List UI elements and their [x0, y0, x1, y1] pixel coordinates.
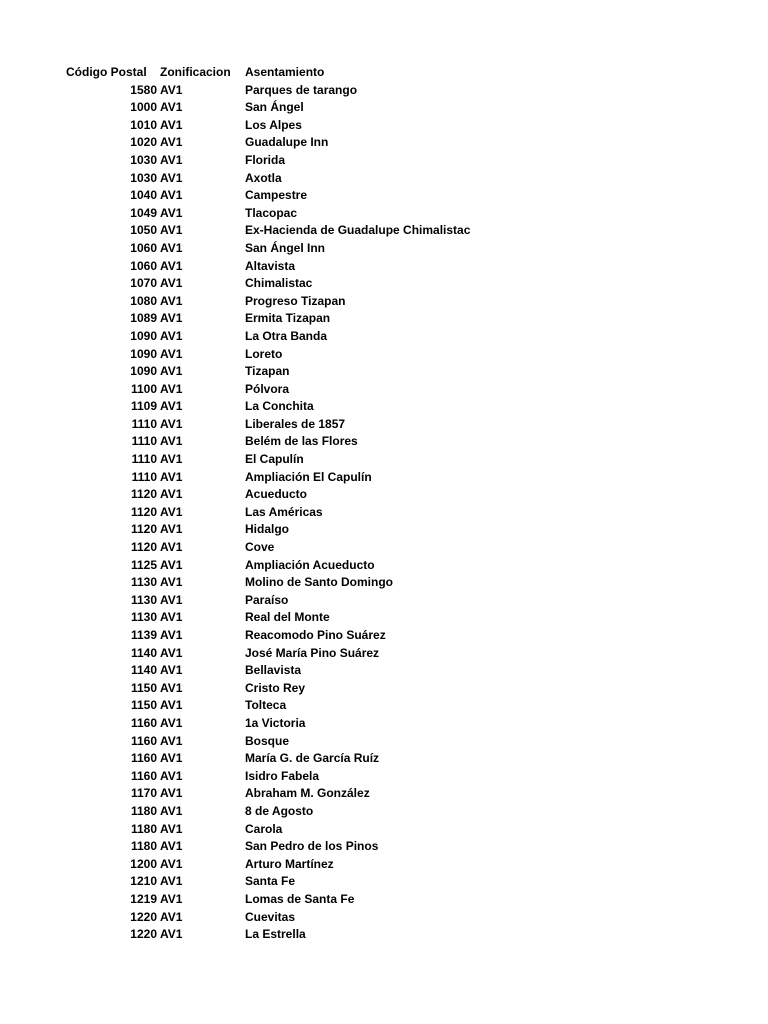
asentamiento-cell[interactable]: San Ángel Inn: [245, 240, 326, 255]
zonificacion-cell[interactable]: AV1: [160, 381, 183, 396]
codigo-postal-cell[interactable]: 1110: [131, 434, 157, 449]
zonificacion-cell[interactable]: AV1: [160, 557, 183, 572]
codigo-postal-cell[interactable]: 1110: [131, 452, 157, 467]
table-row: [0, 416, 768, 434]
asentamiento-cell[interactable]: Bellavista: [245, 663, 302, 678]
asentamiento-cell[interactable]: Ermita Tizapan: [245, 311, 331, 326]
codigo-postal-cell[interactable]: 1150: [130, 680, 157, 695]
codigo-postal-cell[interactable]: 1150: [130, 698, 157, 713]
table-row: [0, 873, 768, 891]
table-row: [0, 486, 768, 504]
asentamiento-cell[interactable]: Lomas de Santa Fe: [245, 891, 355, 906]
asentamiento-cell[interactable]: José María Pino Suárez: [245, 645, 380, 660]
header-row: [0, 64, 768, 82]
table-body: [0, 82, 768, 944]
zonificacion-cell[interactable]: AV1: [160, 328, 183, 343]
table-row: [0, 328, 768, 346]
codigo-postal-cell[interactable]: 1130: [130, 575, 157, 590]
zonificacion-cell[interactable]: AV1: [160, 645, 183, 660]
table-row: [0, 521, 768, 539]
table-row: [0, 152, 768, 170]
table-row: [0, 803, 768, 821]
codigo-postal-cell[interactable]: 1110: [131, 416, 157, 431]
codigo-postal-cell[interactable]: 1140: [130, 645, 157, 660]
table-row: [0, 645, 768, 663]
asentamiento-cell[interactable]: Abraham M. González: [245, 786, 370, 801]
table-row: [0, 293, 768, 311]
table-row: [0, 82, 768, 100]
codigo-postal-cell[interactable]: 1180: [130, 839, 157, 854]
codigo-postal-cell[interactable]: 1200: [130, 856, 157, 871]
header-codigo-postal[interactable]: Código Postal: [66, 65, 147, 79]
table-row: [0, 346, 768, 364]
codigo-postal-cell[interactable]: 1220: [130, 909, 157, 924]
codigo-postal-cell[interactable]: 1160: [130, 715, 157, 730]
asentamiento-cell[interactable]: Ampliación El Capulín: [245, 469, 372, 484]
zonificacion-cell[interactable]: AV1: [160, 223, 183, 238]
asentamiento-cell[interactable]: Real del Monte: [245, 610, 330, 625]
asentamiento-cell[interactable]: El Capulín: [245, 452, 304, 467]
table-row: [0, 768, 768, 786]
asentamiento-cell[interactable]: Santa Fe: [245, 874, 296, 889]
asentamiento-cell[interactable]: San Pedro de los Pinos: [245, 839, 379, 854]
zonificacion-cell[interactable]: AV1: [160, 768, 183, 783]
codigo-postal-cell[interactable]: 1060: [130, 258, 157, 273]
asentamiento-cell[interactable]: Reacomodo Pino Suárez: [245, 628, 386, 642]
zonificacion-cell[interactable]: AV1: [160, 522, 183, 537]
asentamiento-cell[interactable]: Ex-Hacienda de Guadalupe Chimalistac: [245, 223, 471, 238]
asentamiento-cell[interactable]: Parques de tarango: [245, 82, 358, 97]
asentamiento-cell[interactable]: San Ángel: [245, 100, 304, 115]
asentamiento-cell[interactable]: María G. de García Ruíz: [245, 751, 380, 766]
codigo-postal-cell[interactable]: 1030: [130, 152, 157, 167]
codigo-postal-cell[interactable]: 1090: [130, 364, 157, 379]
asentamiento-cell[interactable]: Tolteca: [245, 698, 287, 713]
codigo-postal-cell[interactable]: 1070: [130, 276, 157, 291]
table-row: [0, 909, 768, 927]
codigo-postal-cell[interactable]: 1120: [130, 487, 157, 502]
zonificacion-cell[interactable]: AV1: [160, 575, 183, 590]
asentamiento-cell[interactable]: Las Américas: [245, 504, 323, 519]
zonificacion-cell[interactable]: AV1: [160, 504, 183, 519]
asentamiento-cell[interactable]: Loreto: [245, 346, 283, 361]
asentamiento-cell[interactable]: Altavista: [245, 258, 296, 273]
codigo-postal-cell[interactable]: 1110: [131, 469, 157, 484]
asentamiento-cell[interactable]: Carola: [245, 821, 283, 836]
zonificacion-cell[interactable]: AV1: [160, 399, 183, 414]
asentamiento-cell[interactable]: La Conchita: [245, 399, 314, 414]
asentamiento-cell[interactable]: Guadalupe Inn: [245, 135, 329, 150]
table-row: [0, 433, 768, 451]
zonificacion-cell[interactable]: AV1: [160, 680, 183, 695]
asentamiento-cell[interactable]: Los Alpes: [245, 117, 302, 132]
asentamiento-cell[interactable]: Liberales de 1857: [245, 416, 346, 431]
table-row: [0, 838, 768, 856]
table-row: [0, 891, 768, 909]
asentamiento-cell[interactable]: Acueducto: [245, 487, 308, 502]
table-row: [0, 680, 768, 698]
asentamiento-cell[interactable]: Axotla: [245, 170, 282, 185]
zonificacion-cell[interactable]: AV1: [160, 821, 183, 836]
table-row: [0, 733, 768, 751]
table-row: [0, 363, 768, 381]
zonificacion-cell[interactable]: AV1: [160, 240, 183, 255]
asentamiento-cell[interactable]: Paraíso: [245, 592, 289, 607]
zonificacion-cell[interactable]: AV1: [160, 909, 183, 924]
asentamiento-cell[interactable]: Belém de las Flores: [245, 434, 358, 449]
asentamiento-cell[interactable]: La Otra Banda: [245, 328, 328, 343]
codigo-postal-cell[interactable]: 1170: [130, 786, 157, 801]
zonificacion-cell[interactable]: AV1: [160, 135, 183, 150]
asentamiento-cell[interactable]: Isidro Fabela: [245, 768, 320, 783]
table-row: [0, 451, 768, 469]
zonificacion-cell[interactable]: AV1: [160, 311, 183, 326]
asentamiento-cell[interactable]: Bosque: [245, 733, 290, 748]
codigo-postal-cell[interactable]: 1130: [130, 610, 157, 625]
codigo-postal-cell[interactable]: 1220: [130, 927, 157, 942]
table-row: [0, 821, 768, 839]
zonificacion-cell[interactable]: AV1: [160, 276, 183, 291]
table-row: [0, 574, 768, 592]
table-row: [0, 222, 768, 240]
zonificacion-cell[interactable]: AV1: [160, 592, 183, 607]
table-row: [0, 398, 768, 416]
codigo-postal-cell[interactable]: 1030: [130, 170, 157, 185]
zonificacion-cell[interactable]: AV1: [160, 170, 183, 185]
zonificacion-cell[interactable]: AV1: [160, 839, 183, 854]
asentamiento-cell[interactable]: Molino de Santo Domingo: [245, 575, 393, 590]
zonificacion-cell[interactable]: AV1: [160, 100, 183, 115]
zonificacion-cell[interactable]: AV1: [160, 610, 183, 625]
codigo-postal-cell[interactable]: 1049: [130, 205, 157, 220]
codigo-postal-cell[interactable]: 1120: [130, 522, 157, 537]
codigo-postal-cell[interactable]: 1010: [130, 117, 157, 132]
codigo-postal-cell[interactable]: 1109: [130, 399, 157, 414]
zonificacion-cell[interactable]: AV1: [160, 416, 183, 431]
zonificacion-cell[interactable]: AV1: [160, 82, 183, 97]
codigo-postal-cell[interactable]: 1210: [130, 874, 157, 889]
codigo-postal-cell[interactable]: 1120: [130, 540, 157, 555]
table-row: [0, 592, 768, 610]
header-asentamiento[interactable]: Asentamiento: [245, 65, 325, 79]
table-row: [0, 187, 768, 205]
zonificacion-cell[interactable]: AV1: [160, 469, 183, 484]
table-row: [0, 504, 768, 522]
asentamiento-cell[interactable]: 1a Victoria: [245, 715, 306, 730]
asentamiento-cell[interactable]: Progreso Tizapan: [245, 293, 346, 308]
asentamiento-cell[interactable]: La Estrella: [245, 927, 306, 942]
codigo-postal-cell[interactable]: 1130: [130, 592, 157, 607]
codigo-postal-cell[interactable]: 1090: [130, 328, 157, 343]
codigo-postal-cell[interactable]: 1160: [130, 751, 157, 766]
zonificacion-cell[interactable]: AV1: [160, 188, 183, 203]
zonificacion-cell[interactable]: AV1: [160, 698, 183, 713]
zonificacion-cell[interactable]: AV1: [160, 663, 183, 678]
zonificacion-cell[interactable]: AV1: [160, 803, 183, 818]
codigo-postal-cell[interactable]: 1040: [130, 188, 157, 203]
table-row: [0, 117, 768, 135]
table-row: [0, 381, 768, 399]
zonificacion-cell[interactable]: AV1: [160, 891, 183, 906]
codigo-postal-cell[interactable]: 1125: [130, 557, 157, 572]
table-row: [0, 134, 768, 152]
zonificacion-cell[interactable]: AV1: [160, 540, 183, 555]
zonificacion-cell[interactable]: AV1: [160, 293, 183, 308]
table-row: [0, 557, 768, 575]
zonificacion-cell[interactable]: AV1: [160, 874, 183, 889]
zonificacion-cell[interactable]: AV1: [160, 117, 183, 132]
codigo-postal-cell[interactable]: 1080: [130, 293, 157, 308]
codigo-postal-cell[interactable]: 1020: [130, 135, 157, 150]
table-row: [0, 205, 768, 223]
table-row: [0, 258, 768, 276]
asentamiento-cell[interactable]: Pólvora: [245, 381, 290, 396]
codigo-postal-cell[interactable]: 1580: [130, 82, 157, 97]
asentamiento-cell[interactable]: Cristo Rey: [245, 680, 306, 695]
codigo-postal-cell[interactable]: 1180: [130, 821, 157, 836]
table-row: [0, 310, 768, 328]
table-row: [0, 750, 768, 768]
zonificacion-cell[interactable]: AV1: [160, 258, 183, 273]
codigo-postal-cell[interactable]: 1090: [130, 346, 157, 361]
asentamiento-cell[interactable]: Cuevitas: [245, 909, 296, 924]
asentamiento-cell[interactable]: Florida: [245, 152, 286, 167]
table-row: [0, 697, 768, 715]
table-row: [0, 275, 768, 293]
codigo-postal-cell[interactable]: 1120: [130, 504, 157, 519]
table-row: [0, 715, 768, 733]
zonificacion-cell[interactable]: AV1: [160, 152, 183, 167]
zonificacion-cell[interactable]: AV1: [160, 856, 183, 871]
zonificacion-cell[interactable]: AV1: [160, 364, 183, 379]
asentamiento-cell[interactable]: Tlacopac: [245, 205, 298, 220]
zonificacion-cell[interactable]: AV1: [160, 452, 183, 467]
zonificacion-cell[interactable]: AV1: [160, 786, 183, 801]
zonificacion-cell[interactable]: AV1: [160, 487, 183, 502]
table-row: [0, 170, 768, 188]
codigo-postal-cell[interactable]: 1160: [130, 733, 157, 748]
asentamiento-cell[interactable]: Tizapan: [245, 364, 290, 379]
asentamiento-cell[interactable]: Ampliación Acueducto: [245, 557, 375, 572]
zonificacion-cell[interactable]: AV1: [160, 751, 183, 766]
asentamiento-cell[interactable]: Campestre: [245, 188, 308, 203]
asentamiento-cell[interactable]: Arturo Martínez: [245, 856, 334, 871]
codigo-postal-cell[interactable]: 1100: [130, 381, 157, 396]
table-row: [0, 240, 768, 258]
asentamiento-cell[interactable]: Cove: [245, 540, 275, 555]
table-row: [0, 856, 768, 874]
table-row: [0, 609, 768, 627]
table-row: [0, 99, 768, 117]
header-zonificacion[interactable]: Zonificacion: [160, 65, 231, 79]
zonificacion-cell[interactable]: AV1: [160, 346, 183, 361]
zonificacion-cell[interactable]: AV1: [160, 927, 183, 942]
table-row: [0, 627, 768, 645]
codigo-postal-cell[interactable]: 1060: [130, 240, 157, 255]
codigo-postal-cell[interactable]: 1180: [130, 803, 157, 818]
spreadsheet: [0, 64, 768, 944]
table-row: [0, 785, 768, 803]
table-row: [0, 469, 768, 487]
table-row: [0, 539, 768, 557]
asentamiento-cell[interactable]: 8 de Agosto: [245, 803, 314, 818]
zonificacion-cell[interactable]: AV1: [160, 733, 183, 748]
codigo-postal-cell[interactable]: 1050: [130, 223, 157, 238]
zonificacion-cell[interactable]: AV1: [160, 205, 183, 220]
zonificacion-cell[interactable]: AV1: [160, 628, 183, 642]
codigo-postal-cell[interactable]: 1160: [130, 768, 157, 783]
codigo-postal-cell[interactable]: 1089: [130, 311, 157, 326]
codigo-postal-cell[interactable]: 1219: [130, 891, 157, 906]
table-row: [0, 926, 768, 944]
codigo-postal-cell[interactable]: 1139: [130, 628, 157, 642]
zonificacion-cell[interactable]: AV1: [160, 715, 183, 730]
codigo-postal-cell[interactable]: 1140: [130, 663, 157, 678]
zonificacion-cell[interactable]: AV1: [160, 434, 183, 449]
codigo-postal-cell[interactable]: 1000: [130, 100, 157, 115]
asentamiento-cell[interactable]: Hidalgo: [245, 522, 289, 537]
asentamiento-cell[interactable]: Chimalistac: [245, 276, 313, 291]
table-row: [0, 662, 768, 680]
